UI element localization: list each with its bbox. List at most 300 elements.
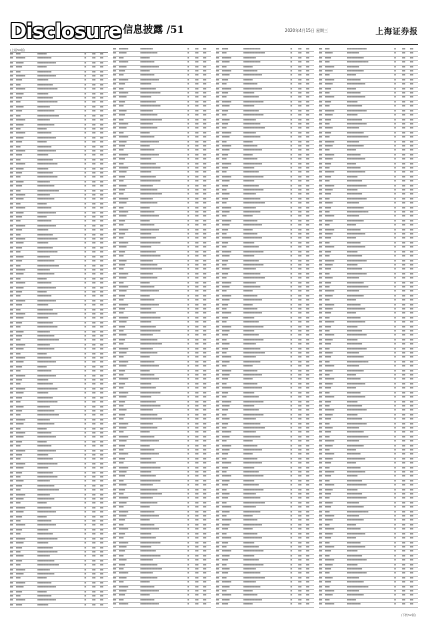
table-cell: ▆▆ — [216, 303, 220, 306]
table-cell: ▆ — [290, 325, 292, 328]
table-cell: ▆▆ — [10, 489, 14, 492]
table-cell: ▆▆▆▆▆▆ — [346, 162, 356, 165]
table-cell: ▆ — [84, 387, 86, 390]
table-cell: ▆▆▆▆▆▆▆▆ — [346, 65, 360, 68]
table-cell: ▆▆▆▆▆▆▆▆▆▆▆▆▆ — [243, 413, 264, 416]
table-cell: ▆▆ — [195, 224, 199, 227]
table-cell: ▆▆▆ — [324, 585, 330, 588]
table-cell: ▆▆▆▆▆▆ — [346, 149, 356, 152]
table-cell: ▆▆ — [298, 197, 302, 200]
table-cell: ▆▆▆▆▆▆▆▆▆ — [37, 132, 52, 135]
table-cell: ▆▆▆ — [15, 550, 21, 553]
table-cell: ▆▆▆▆▆▆▆▆▆▆▆▆ — [346, 471, 366, 473]
table-cell: ▆▆ — [319, 396, 323, 399]
table-cell: ▆▆ — [203, 391, 207, 394]
table-cell: ▆ — [187, 122, 189, 125]
table-cell: ▆ — [394, 466, 396, 469]
table-cell: ▆▆▆▆▆ — [118, 202, 127, 205]
table-cell: ▆▆ — [195, 87, 199, 90]
table-cell: ▆▆▆▆▆▆▆ — [346, 263, 358, 266]
table-cell: ▆▆ — [216, 334, 220, 337]
table-cell: ▆▆ — [298, 506, 302, 509]
table-cell: ▆▆ — [10, 75, 14, 78]
table-cell: ▆▆ — [203, 598, 207, 601]
table-cell: ▆ — [187, 466, 189, 469]
table-cell: ▆▆▆▆ — [15, 304, 23, 307]
table-cell: ▆▆ — [113, 246, 117, 249]
table-cell: ▆ — [84, 114, 86, 117]
table-cell: ▆▆ — [113, 330, 117, 332]
table-cell: ▆▆ — [10, 423, 14, 426]
table-cell: ▆▆▆▆ — [221, 48, 229, 50]
table-cell: ▆ — [84, 379, 86, 382]
table-cell: ▆▆ — [113, 374, 117, 377]
table-cell: ▆▆ — [92, 264, 96, 267]
table-cell: ▆▆ — [92, 339, 96, 342]
table-cell: ▆▆▆▆ — [15, 66, 23, 69]
table-cell: ▆▆ — [298, 285, 302, 288]
table-cell: ▆▆ — [319, 78, 323, 81]
table-cell: ▆▆ — [10, 414, 14, 417]
table-cell: ▆▆ — [10, 295, 14, 298]
table-cell: ▆▆ — [410, 197, 414, 200]
table-cell: ▆▆ — [298, 166, 302, 169]
table-cell: ▆▆ — [10, 176, 14, 179]
table-cell: ▆▆▆▆▆▆ — [243, 440, 253, 443]
table-cell: ▆▆ — [306, 109, 310, 112]
table-cell: ▆▆▆▆▆▆ — [118, 197, 129, 200]
table-cell: ▆▆▆ — [324, 299, 330, 302]
table-cell: ▆▆▆▆▆▆▆▆▆▆▆▆▆▆ — [140, 567, 162, 570]
table-cell: ▆▆▆▆▆▆▆▆▆ — [346, 453, 361, 456]
table-cell: ▆▆▆▆ — [324, 56, 332, 59]
table-cell: ▆ — [187, 413, 189, 416]
table-cell: ▆▆ — [319, 153, 323, 156]
table-cell: ▆▆▆▆▆▆▆ — [37, 467, 49, 470]
table-cell: ▆▆ — [298, 149, 302, 152]
table-cell: ▆▆ — [306, 396, 310, 399]
table-cell: ▆ — [187, 360, 189, 363]
table-cell: ▆▆▆ — [118, 506, 124, 509]
table-cell: ▆▆ — [203, 100, 207, 103]
table-cell: ▆▆ — [410, 224, 414, 227]
table-cell: ▆▆▆ — [221, 96, 227, 99]
table-cell: ▆▆ — [298, 303, 302, 306]
table-cell: ▆▆ — [100, 277, 104, 280]
table-cell: ▆▆ — [10, 343, 14, 346]
table-cell: ▆▆▆▆▆▆▆▆▆▆ — [140, 537, 156, 540]
table-cell: ▆ — [84, 57, 86, 60]
table-cell: ▆▆▆▆▆ — [15, 317, 24, 320]
table-cell: ▆ — [290, 114, 292, 117]
table-cell: ▆▆ — [216, 290, 220, 293]
table-cell: ▆▆ — [100, 132, 104, 135]
table-cell: ▆▆▆▆▆▆▆▆▆▆▆▆▆ — [140, 180, 161, 183]
table-cell: ▆▆▆▆▆▆▆▆ — [243, 356, 256, 359]
table-cell: ▆▆ — [410, 440, 414, 443]
table-cell: ▆▆ — [100, 471, 104, 474]
table-cell: ▆▆▆▆▆ — [118, 576, 127, 579]
table-cell: ▆▆▆▆ — [324, 431, 332, 434]
table-cell: ▆▆ — [402, 184, 406, 187]
table-cell: ▆▆▆▆ — [324, 175, 332, 178]
table-cell: ▆ — [394, 114, 396, 117]
table-cell: ▆▆ — [298, 175, 302, 178]
table-cell: ▆▆ — [92, 304, 96, 307]
table-cell: ▆▆ — [195, 541, 199, 544]
table-cell: ▆ — [187, 158, 189, 161]
table-cell: ▆▆▆▆ — [221, 497, 229, 500]
table-cell: ▆▆ — [410, 484, 414, 487]
table-cell: ▆▆ — [216, 100, 220, 103]
table-cell: ▆▆ — [216, 396, 220, 399]
table-cell: ▆▆ — [298, 576, 302, 579]
table-cell: ▆▆ — [100, 57, 104, 60]
table-cell: ▆ — [187, 471, 189, 473]
table-cell: ▆▆▆▆▆▆ — [118, 422, 129, 425]
table-cell: ▆▆▆▆▆▆ — [324, 528, 335, 531]
table-cell: ▆▆▆▆▆▆▆▆▆▆▆▆▆ — [346, 559, 367, 562]
table-cell: ▆▆ — [113, 321, 117, 324]
table-cell: ▆▆ — [10, 515, 14, 518]
table-cell: ▆▆ — [113, 87, 117, 90]
table-cell: ▆▆ — [92, 295, 96, 298]
table-cell: ▆▆ — [410, 325, 414, 328]
table-cell: ▆▆▆▆▆▆▆▆ — [243, 493, 256, 496]
table-cell: ▆▆▆ — [221, 202, 227, 205]
table-cell: ▆ — [187, 440, 189, 443]
table-cell: ▆▆▆▆▆▆ — [243, 228, 253, 231]
table-cell: ▆▆ — [298, 206, 302, 209]
table-cell: ▆▆ — [298, 140, 302, 143]
table-cell: ▆▆▆ — [15, 564, 21, 567]
table-cell: ▆ — [290, 352, 292, 355]
table-cell: ▆ — [290, 290, 292, 293]
table-cell: ▆▆ — [92, 312, 96, 315]
table-cell: ▆▆ — [298, 74, 302, 77]
table-cell: ▆▆ — [410, 105, 414, 108]
table-cell: ▆▆▆▆▆▆▆▆▆▆▆ — [346, 431, 364, 434]
table-cell: ▆▆ — [195, 334, 199, 337]
table-cell: ▆ — [187, 418, 189, 421]
table-cell: ▆ — [187, 532, 189, 535]
table-cell: ▆▆ — [100, 489, 104, 492]
table-cell: ▆▆ — [306, 259, 310, 262]
table-cell: ▆▆ — [203, 576, 207, 579]
table-cell: ▆▆▆▆▆▆▆▆▆▆▆ — [140, 501, 158, 504]
table-cell: ▆▆ — [203, 382, 207, 385]
table-cell: ▆▆ — [113, 325, 117, 328]
table-cell: ▆▆▆▆▆ — [221, 598, 230, 601]
table-cell: ▆▆ — [10, 180, 14, 183]
table-cell: ▆▆ — [203, 396, 207, 399]
table-cell: ▆▆ — [216, 61, 220, 64]
table-cell: ▆▆ — [195, 523, 199, 526]
table-cell: ▆▆ — [92, 255, 96, 258]
table-cell: ▆ — [290, 378, 292, 381]
table-cell: ▆▆ — [195, 211, 199, 214]
table-cell: ▆▆ — [113, 360, 117, 363]
table-cell: ▆▆▆▆▆▆▆▆▆▆▆ — [346, 369, 364, 372]
table-cell: ▆▆ — [298, 409, 302, 412]
table-cell: ▆▆▆▆▆▆▆▆▆▆▆ — [243, 211, 261, 214]
table-cell: ▆▆▆▆▆ — [324, 563, 333, 566]
table-cell: ▆▆▆ — [118, 387, 124, 390]
table-cell: ▆▆▆▆ — [118, 158, 126, 161]
table-cell: ▆▆▆▆▆ — [324, 277, 333, 280]
table-cell: ▆▆▆ — [15, 70, 21, 73]
table-cell: ▆▆ — [195, 484, 199, 487]
table-cell: ▆▆ — [92, 471, 96, 474]
table-cell: ▆ — [187, 180, 189, 183]
table-cell: ▆▆ — [113, 272, 117, 275]
table-cell: ▆ — [84, 211, 86, 214]
table-cell: ▆▆ — [203, 559, 207, 562]
table-cell: ▆▆ — [203, 497, 207, 500]
table-cell: ▆▆ — [306, 369, 310, 372]
table-cell: ▆▆▆▆ — [118, 400, 126, 403]
table-cell: ▆▆ — [298, 387, 302, 390]
table-cell: ▆▆ — [410, 74, 414, 77]
table-cell: ▆▆ — [203, 422, 207, 425]
table-cell: ▆▆▆▆▆▆ — [324, 153, 335, 156]
table-cell: ▆▆ — [216, 144, 220, 147]
table-cell: ▆▆ — [216, 572, 220, 575]
table-cell: ▆ — [187, 259, 189, 262]
table-cell: ▆▆▆▆▆▆▆▆▆▆▆ — [243, 136, 261, 139]
table-cell: ▆▆▆▆▆▆ — [221, 400, 232, 403]
table-cell: ▆▆▆▆▆▆ — [140, 219, 150, 222]
table-cell: ▆▆ — [319, 162, 323, 165]
table-cell: ▆▆▆▆▆▆▆▆▆▆▆ — [140, 127, 158, 130]
table-cell: ▆▆▆▆▆ — [118, 396, 127, 399]
table-cell: ▆▆ — [402, 87, 406, 90]
table-cell: ▆▆ — [410, 294, 414, 297]
table-cell: ▆▆ — [100, 335, 104, 337]
table-cell: ▆ — [84, 149, 86, 152]
table-cell: ▆▆ — [319, 65, 323, 68]
table-cell: ▆▆ — [319, 400, 323, 403]
table-cell: ▆▆ — [92, 590, 96, 593]
table-cell: ▆▆ — [10, 260, 14, 263]
table-cell: ▆ — [84, 431, 86, 434]
table-cell: ▆▆▆▆▆▆ — [37, 590, 47, 593]
table-cell: ▆▆ — [306, 228, 310, 231]
table-cell: ▆▆ — [402, 541, 406, 544]
table-cell: ▆▆▆ — [15, 202, 21, 205]
table-cell: ▆▆▆▆▆ — [221, 374, 230, 377]
table-cell: ▆▆ — [113, 285, 117, 288]
table-cell: ▆▆ — [113, 241, 117, 244]
table-cell: ▆▆ — [298, 528, 302, 531]
table-cell: ▆▆ — [195, 299, 199, 302]
table-cell: ▆ — [187, 356, 189, 359]
table-cell: ▆ — [84, 361, 86, 364]
table-cell: ▆▆ — [10, 564, 14, 567]
table-cell: ▆▆ — [306, 501, 310, 504]
table-cell: ▆▆▆▆▆ — [118, 127, 127, 130]
table-cell: ▆ — [84, 286, 86, 289]
table-cell: ▆▆ — [100, 136, 104, 139]
table-cell: ▆▆ — [195, 316, 199, 319]
table-cell: ▆▆▆▆▆▆▆ — [346, 475, 358, 478]
table-cell: ▆▆ — [298, 246, 302, 249]
table-cell: ▆▆ — [92, 70, 96, 73]
table-cell: ▆▆▆▆▆▆▆▆▆▆▆ — [346, 70, 364, 73]
table-cell: ▆ — [290, 131, 292, 134]
table-cell: ▆▆ — [410, 307, 414, 310]
table-cell: ▆▆▆ — [221, 471, 227, 473]
table-cell: ▆▆ — [203, 356, 207, 359]
table-cell: ▆▆▆▆▆ — [118, 259, 127, 262]
table-cell: ▆▆ — [410, 453, 414, 456]
table-cell: ▆▆ — [10, 528, 14, 531]
table-cell: ▆▆▆▆▆▆ — [15, 149, 26, 152]
table-cell: ▆ — [394, 56, 396, 59]
table-cell: ▆ — [394, 197, 396, 200]
table-cell: ▆ — [290, 501, 292, 504]
table-cell: ▆▆ — [113, 197, 117, 200]
table-cell: ▆▆▆▆▆▆▆▆▆▆ — [243, 484, 259, 487]
table-cell: ▆▆▆▆ — [324, 493, 332, 496]
table-cell: ▆▆▆▆▆▆▆▆▆▆▆▆▆▆ — [37, 114, 59, 117]
table-cell: ▆▆▆▆▆ — [118, 171, 127, 174]
table-cell: ▆▆▆ — [15, 114, 21, 117]
table-cell: ▆▆▆▆▆▆▆ — [346, 100, 358, 103]
table-cell: ▆▆ — [298, 202, 302, 205]
table-cell: ▆▆ — [319, 272, 323, 275]
table-cell: ▆▆ — [203, 56, 207, 59]
table-cell: ▆▆▆▆▆▆▆▆▆▆▆▆ — [346, 158, 366, 161]
table-cell: ▆▆▆▆▆▆ — [37, 66, 47, 69]
table-cell: ▆▆▆▆▆▆▆▆▆▆▆ — [346, 144, 364, 147]
table-cell: ▆▆ — [306, 52, 310, 55]
table-cell: ▆▆▆▆▆ — [15, 92, 24, 95]
table-cell: ▆▆▆▆▆▆▆ — [243, 105, 255, 108]
table-cell: ▆▆ — [402, 166, 406, 169]
table-cell: ▆▆ — [319, 334, 323, 337]
table-cell: ▆▆ — [306, 338, 310, 341]
table-cell: ▆▆ — [410, 554, 414, 557]
table-cell: ▆▆▆ — [15, 502, 21, 505]
table-cell: ▆▆▆▆▆▆▆▆▆▆▆ — [243, 572, 261, 575]
table-cell: ▆▆ — [306, 387, 310, 390]
table-cell: ▆▆ — [402, 523, 406, 526]
table-cell: ▆▆▆▆▆▆▆▆▆▆▆ — [243, 585, 261, 588]
table-cell: ▆▆ — [92, 251, 96, 254]
table-cell: ▆▆ — [113, 294, 117, 297]
table-cell: ▆▆▆▆▆▆ — [346, 598, 356, 601]
table-cell: ▆▆ — [100, 70, 104, 73]
table-cell: ▆▆ — [402, 501, 406, 504]
table-cell: ▆▆▆▆▆▆▆▆▆▆▆▆▆▆ — [243, 576, 265, 579]
table-cell: ▆▆▆▆▆▆ — [243, 215, 253, 218]
table-cell: ▆▆ — [92, 405, 96, 408]
table-cell: ▆ — [290, 550, 292, 553]
table-cell: ▆▆▆▆ — [15, 396, 23, 399]
table-cell: ▆▆▆▆▆▆▆▆▆▆ — [37, 383, 53, 386]
table-cell: ▆▆▆▆▆ — [15, 61, 24, 64]
table-cell: ▆▆▆▆▆▆ — [324, 171, 335, 174]
table-cell: ▆▆ — [298, 545, 302, 548]
table-cell: ▆▆▆▆▆▆ — [221, 506, 232, 509]
table-cell: ▆▆ — [203, 158, 207, 161]
table-cell: ▆▆ — [100, 476, 104, 478]
table-cell: ▆▆ — [410, 585, 414, 588]
table-cell: ▆ — [394, 202, 396, 205]
table-cell: ▆ — [394, 457, 396, 460]
table-cell: ▆▆ — [319, 237, 323, 240]
table-cell: ▆▆ — [195, 74, 199, 77]
table-cell: ▆▆ — [319, 356, 323, 359]
table-cell: ▆▆▆▆▆▆▆▆▆ — [140, 360, 155, 363]
table-cell: ▆ — [394, 136, 396, 139]
table-cell: ▆▆ — [113, 572, 117, 575]
table-cell: ▆▆ — [402, 122, 406, 125]
table-cell: ▆▆ — [92, 282, 96, 285]
table-cell: ▆▆▆▆ — [324, 250, 332, 253]
table-cell: ▆ — [290, 523, 292, 526]
table-cell: ▆▆▆▆▆▆▆▆▆ — [346, 166, 361, 169]
table-cell: ▆▆ — [298, 52, 302, 55]
table-cell: ▆ — [84, 335, 86, 337]
table-cell: ▆▆ — [298, 559, 302, 562]
table-cell: ▆▆ — [410, 144, 414, 147]
table-cell: ▆▆▆▆▆▆ — [37, 53, 47, 55]
table-cell: ▆▆ — [298, 523, 302, 526]
table-cell: ▆▆ — [410, 136, 414, 139]
table-cell: ▆▆ — [100, 387, 104, 390]
table-cell: ▆ — [187, 105, 189, 108]
table-cell: ▆▆ — [216, 255, 220, 258]
table-cell: ▆▆▆▆▆ — [118, 52, 127, 55]
table-cell: ▆▆ — [203, 501, 207, 504]
table-cell: ▆▆ — [100, 264, 104, 267]
table-cell: ▆▆ — [216, 299, 220, 302]
table-cell: ▆ — [394, 321, 396, 324]
table-cell: ▆▆ — [195, 497, 199, 500]
table-cell: ▆▆ — [216, 268, 220, 271]
table-cell: ▆▆ — [306, 404, 310, 407]
table-cell: ▆▆ — [306, 153, 310, 156]
table-cell: ▆▆ — [410, 475, 414, 478]
table-cell: ▆▆ — [203, 122, 207, 125]
table-cell: ▆▆ — [113, 171, 117, 174]
table-cell: ▆▆▆▆▆▆▆▆ — [37, 105, 50, 108]
table-cell: ▆▆▆ — [15, 533, 21, 536]
table-cell: ▆ — [290, 78, 292, 81]
table-cell: ▆▆▆▆▆ — [221, 61, 230, 64]
table-cell: ▆ — [187, 603, 189, 606]
table-cell: ▆▆▆▆▆▆▆▆▆▆▆▆▆▆ — [346, 435, 369, 438]
table-cell: ▆▆▆ — [324, 541, 330, 544]
table-cell: ▆▆▆▆ — [15, 154, 23, 157]
table-cell: ▆▆ — [319, 572, 323, 575]
table-cell: ▆▆▆▆ — [15, 260, 23, 263]
table-cell: ▆▆ — [203, 263, 207, 266]
table-cell: ▆▆▆▆▆ — [118, 365, 127, 368]
table-cell: ▆▆▆▆▆▆ — [324, 290, 335, 293]
table-cell: ▆▆ — [10, 57, 14, 60]
table-cell: ▆▆▆ — [324, 180, 330, 183]
table-cell: ▆▆ — [319, 576, 323, 579]
table-cell: ▆ — [290, 158, 292, 161]
table-cell: ▆ — [290, 281, 292, 284]
table-cell: ▆▆ — [10, 401, 14, 404]
table-cell: ▆▆▆▆▆▆▆▆▆ — [140, 374, 155, 377]
table-cell: ▆▆▆▆▆▆▆▆▆ — [346, 541, 361, 544]
table-cell: ▆▆▆ — [15, 445, 21, 448]
